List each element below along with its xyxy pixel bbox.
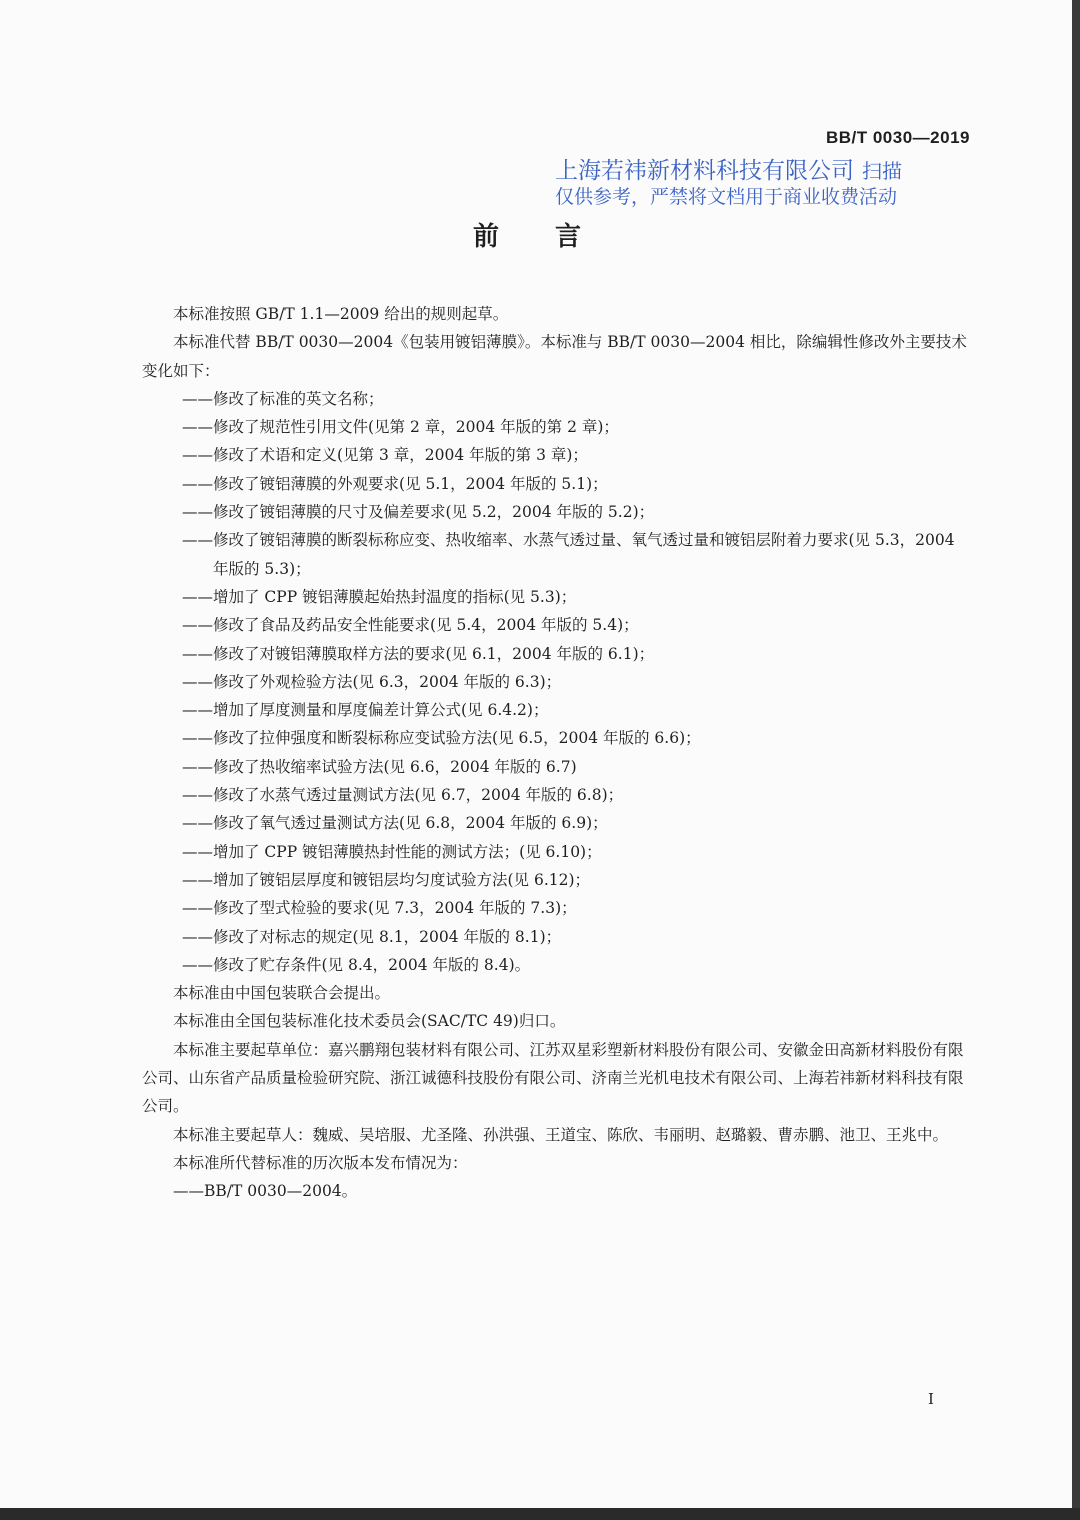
list-item: ——修改了型式检验的要求(见 7.3，2004 年版的 7.3)；: [182, 899, 577, 918]
list-item: ——增加了镀铝层厚度和镀铝层均匀度试验方法(见 6.12)；: [182, 870, 591, 889]
list-item: ——修改了术语和定义(见第 3 章，2004 年版的第 3 章)；: [182, 446, 588, 465]
document-body: [142, 300, 974, 1206]
list-item: ——修改了规范性引用文件(见第 2 章，2004 年版的第 2 章)；: [182, 418, 619, 437]
list-item: ——修改了标准的英文名称；: [182, 389, 384, 408]
page-title: 前言: [472, 222, 637, 252]
version-history-item: ——BB/T 0030—2004。: [173, 1182, 358, 1201]
list-item: ——修改了对标志的规定(见 8.1，2004 年版的 8.1)；: [182, 927, 562, 946]
list-item: ——增加了 CPP 镀铝薄膜热封性能的测试方法；(见 6.10)；: [182, 842, 602, 861]
scan-border-bottom: [0, 1508, 1080, 1520]
list-item: ——增加了厚度测量和厚度偏差计算公式(见 6.4.2)；: [182, 701, 549, 720]
watermark: [555, 158, 902, 210]
list-item: ——修改了对镀铝薄膜取样方法的要求(见 6.1，2004 年版的 6.1)；: [182, 644, 655, 663]
scan-border-right: [1072, 0, 1080, 1520]
list-item: ——修改了镀铝薄膜的外观要求(见 5.1，2004 年版的 5.1)；: [182, 474, 608, 493]
list-item: ——修改了氧气透过量测试方法(见 6.8，2004 年版的 6.9)；: [182, 814, 608, 833]
list-item: ——修改了镀铝薄膜的断裂标称应变、热收缩率、水蒸气透过量、氧气透过量和镀铝层附着力要求(见 5.3，2004 年版的 5.3)；: [182, 531, 955, 578]
paragraph-version-history: 本标准所代替标准的历次版本发布情况为：: [173, 1153, 468, 1172]
standard-number: BB/T 0030—2019: [825, 128, 970, 147]
list-item: ——修改了拉伸强度和断裂标称应变试验方法(见 6.5，2004 年版的 6.6)；: [182, 729, 701, 748]
paragraph-proposed-by: 本标准由中国包装联合会提出。: [173, 984, 391, 1003]
list-item: ——修改了热收缩率试验方法(见 6.6，2004 年版的 6.7): [182, 757, 577, 776]
list-item: ——增加了 CPP 镀铝薄膜起始热封温度的指标(见 5.3)；: [182, 587, 577, 606]
list-item: ——修改了食品及药品安全性能要求(见 5.4，2004 年版的 5.4)；: [182, 616, 639, 635]
changes-list: [142, 385, 974, 979]
paragraph-replaces: 本标准代替 BB/T 0030—2004《包装用镀铝薄膜》。本标准与 BB/T 0030—2004 相比，除编辑性修改外主要技术变化如下：: [142, 333, 967, 380]
paragraph-drafting-rules: 本标准按照 GB/T 1.1—2009 给出的规则起草。: [173, 305, 509, 323]
page-number: I: [928, 1390, 934, 1408]
list-item: ——修改了水蒸气透过量测试方法(见 6.7，2004 年版的 6.8)；: [182, 786, 624, 805]
watermark-scan-label: 扫描: [862, 159, 902, 183]
watermark-company: 上海若祎新材料科技有限公司: [555, 158, 854, 184]
list-item: ——修改了镀铝薄膜的尺寸及偏差要求(见 5.2，2004 年版的 5.2)；: [182, 503, 655, 522]
paragraph-drafters: 本标准主要起草人：魏威、吴培服、尤圣隆、孙洪强、王道宝、陈欣、韦丽明、赵璐毅、曹赤鹏、池卫、王兆中。: [173, 1125, 949, 1144]
list-item: ——修改了贮存条件(见 8.4，2004 年版的 8.4)。: [182, 955, 531, 974]
list-item: ——修改了外观检验方法(见 6.3，2004 年版的 6.3)；: [182, 672, 562, 691]
paragraph-under-jurisdiction: 本标准由全国包装标准化技术委员会(SAC/TC 49)归口。: [173, 1012, 566, 1031]
paragraph-drafting-units: 本标准主要起草单位：嘉兴鹏翔包装材料有限公司、江苏双星彩塑新材料股份有限公司、安徽金田高新材料股份有限公司、山东省产品质量检验研究院、浙江诚德科技股份有限公司、济南兰光机电技术有限公司、上海若祎新材料科技有限公司。: [142, 1040, 964, 1116]
watermark-notice: 仅供参考，严禁将文档用于商业收费活动: [555, 186, 898, 208]
